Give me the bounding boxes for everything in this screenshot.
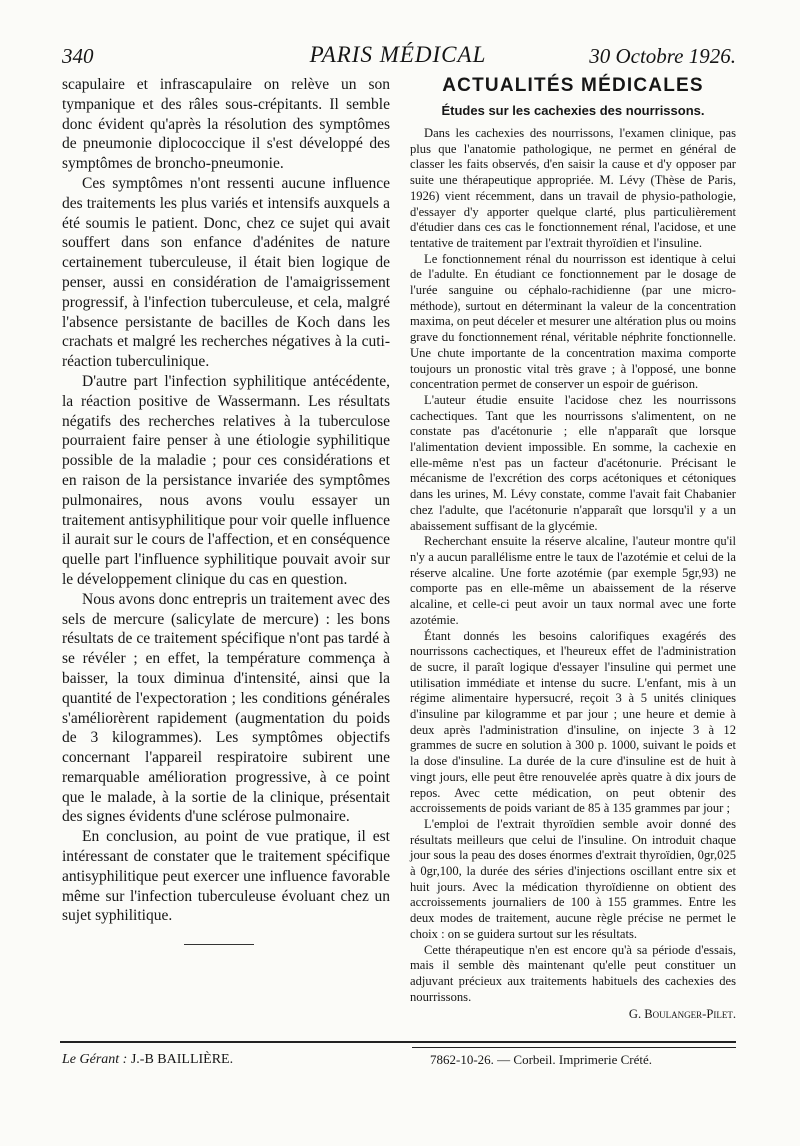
issue-date: 30 Octobre 1926. xyxy=(589,44,736,68)
manager-label: Le Gérant : xyxy=(62,1052,128,1067)
footer-rule-secondary xyxy=(412,1047,736,1048)
journal-title: PARIS MÉDICAL xyxy=(309,42,487,67)
footer-manager xyxy=(62,1052,233,1068)
paragraph: Cette thérapeutique n'en est encore qu'à sa période d'essais, mais il semble dès maintenant qu'elle peut constituer un adjuvant précieux aux traitements habituels des cachexies des nourrissons. xyxy=(410,942,736,1004)
paragraph: D'autre part l'infection syphilitique antécédente, la réaction positive de Wassermann. Les résultats négatifs des recherches relatives à la tuberculose pourraient faire penser à une étiologie syphilitique possible de la maladie ; pour ces considérations et en raison de la persistance invariée des symptômes pulmonaires, nous avons voulu essayer un traitement antisyphilitique pour voir quelle influence il aurait sur le cours de l'affection, et en conséquence quelle part l'influence syphilitique pouvait avoir sur le développement clinique du cas en question. xyxy=(62,372,390,588)
footer-rule xyxy=(60,1041,736,1043)
paragraph: Recherchant ensuite la réserve alcaline, l'auteur montre qu'il n'y a aucun parallélisme entre le taux de l'azotémie et celui de la réserve alcaline. Une forte azotémie (par exemple 5gr,93) ne comporte pas en elle-même un abaissement de la réserve alcaline, et celle-ci peut avoir un taux normal avec une forte azotémie. xyxy=(410,534,736,627)
paragraph: Étant donnés les besoins calorifiques exagérés des nourrissons cachectiques, et l'heureux effet de l'administration de sucre, il paraît logique d'essayer l'insuline qui permet une utilisation immédiate et intense du sucre. L'enfant, mis à un régime alimentaire hypersucré, reçoit 3 à 5 unités cliniques d'insuline par kilogramme et par jour ; une heure et demie à deux après l'administration d'insuline, on injecte 3 à 12 grammes de sucre en solution à 300 p. 1000, suivant le poids et la dose d'insuline. La durée de la cure d'insuline est de huit à vingt jours, elle peut être renouvelée après quatre à dix jours de repos. Avec cette médication, on peut obtenir des accroissements de poids variant de 85 à 135 grammes par jour ; xyxy=(410,628,736,816)
section-divider xyxy=(184,944,254,945)
left-column xyxy=(62,75,390,926)
section-heading: ACTUALITÉS MÉDICALES xyxy=(442,75,704,96)
manager-name: J.-B BAILLIÈRE. xyxy=(130,1052,234,1067)
paragraph: Nous avons donc entrepris un traitement avec des sels de mercure (salicylate de mercure) : les bons résultats de ce traitement spécifique n'ont pas tardé à se révéler ; en effet, la température commença à baisser, la toux diminua d'intensité, ainsi que la quantité de l'expectoration ; les conditions générales s'améliorèrent rapidement (augmentation du poids de 3 kilogrammes). Les symptômes objectifs concernant l'appareil respiratoire subirent une remarquable amélioration progressive, à ce point que le malade, à la sortie de la clinique, présentait des signes évidents d'une sclérose pulmonaire. xyxy=(62,590,390,826)
paragraph: L'emploi de l'extrait thyroïdien semble avoir donné des résultats meilleurs que celui de l'insuline. On introduit chaque jour sous la peau des doses énormes d'extrait thyroïdien, 0gr,025 à 0gr,100, la durée des séries d'injections oscillant entre six et huit jours. Avec la médication thyroïdienne on obtient des accroissements journaliers de 100 à 155 grammes. Entre les deux modes de traitement, aucune règle précise ne permet le choix : on se guidera surtout sur les résultats. xyxy=(410,816,736,941)
paragraph: Dans les cachexies des nourrissons, l'examen clinique, pas plus que l'anatomie pathologique, ne permet en général de classer les faits observés, d'en saisir la cause et d'y opposer par suite une thérapeutique appropriée. M. Lévy (Thèse de Paris, 1926) vient récemment, dans un travail de physio-pathologie, d'essayer d'y apporter quelque clarté, plus particulièrement d'étudier dans ces cas le fonctionnement rénal, l'acidose, et une tentative de traitement par l'extrait thyroïdien et l'insuline. xyxy=(410,126,736,250)
paragraph: Ces symptômes n'ont ressenti aucune influence des traitements les plus variés et intensifs auxquels a été soumis le patient. Donc, chez ce sujet qui avait souffert dans son enfance d'adénites de nature certainement tuberculeuse, il était bien logique de penser, aussi en considération de l'amaigrissement progressif, à l'infection tuberculeuse, et cela, malgré l'absence persistante de bacilles de Koch dans les crachats et malgré les recherches négatives à la cuti-réaction tuberculinique. xyxy=(62,174,390,371)
article-title: Études sur les cachexies des nourrissons. xyxy=(441,103,705,118)
paragraph: L'auteur étudie ensuite l'acidose chez les nourrissons cachectiques. Tant que les nourrissons s'alimentent, on ne constate pas d'acétonurie ; elle n'apparaît que lorsque l'alimentation devient impossible. En somme, la cachexie en elle-même n'est pas un facteur d'acétonurie. Précisant le mécanisme de l'excrétion des corps acétoniques et cétoniques dans les urines, M. Lévy constate, comme l'avait fait Chabanier chez l'adulte, que l'acétonurie n'apparaît que lorsqu'il y a un abaissement suffisant de la glycémie. xyxy=(410,392,736,533)
right-column xyxy=(410,75,736,1023)
author-signature: G. Boulanger-Pilet. xyxy=(628,1007,736,1022)
page-number: 340 xyxy=(62,44,94,68)
page-header xyxy=(60,38,736,78)
paragraph: Le fonctionnement rénal du nourrisson est identique à celui de l'adulte. En étudiant ce fonctionnement par le dosage de l'urée sanguine ou céphalo-rachidienne (par une micro-méthode), surtout en déterminant la valeur de la concentration maxima, on peut déceler et mesurer une altération plus ou moins grave du fonctionnement rénal, véritable néphrite fonctionnelle. Une chute importante de la concentration maxima comporte toujours un pronostic vital très grave ; à l'opposé, une bonne concentration permet de conserver un espoir de guérison. xyxy=(410,251,736,392)
paragraph: scapulaire et infrascapulaire on relève un son tympanique et des râles sous-crépitants. Il semble donc évident qu'après la résolution des symptômes de pneumonie diplococcique il s'est développé des symptômes de broncho-pneumonie. xyxy=(62,76,390,173)
paragraph: En conclusion, au point de vue pratique, il est intéressant de constater que le traitement spécifique antisyphilitique peut exercer une influence favorable même sur l'infection tuberculeuse évoluant chez un sujet syphilitique. xyxy=(62,828,390,925)
footer-printer: 7862-10-26. — Corbeil. Imprimerie Crété. xyxy=(430,1052,653,1067)
